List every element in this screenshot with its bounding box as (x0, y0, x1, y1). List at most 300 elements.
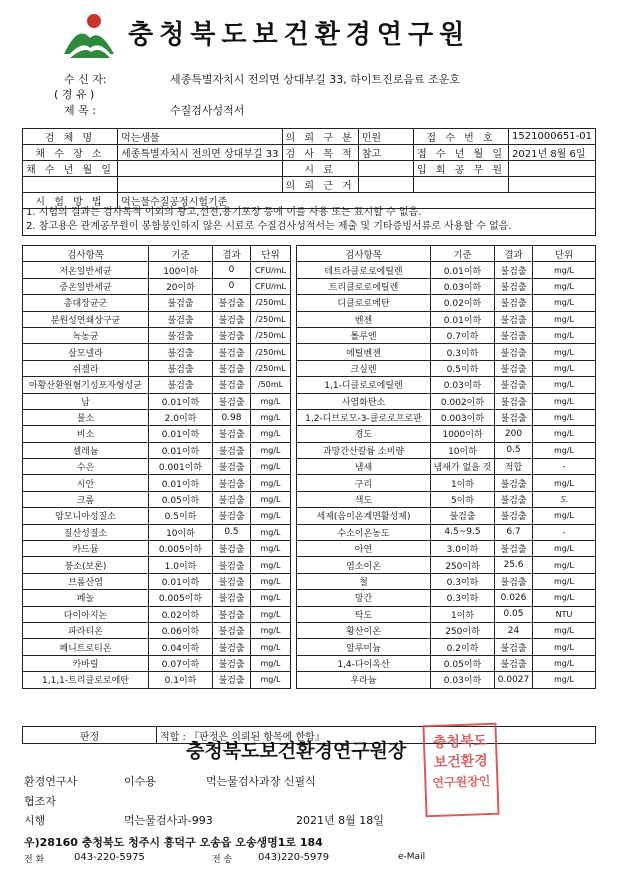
item-standard: 0.7이하 (431, 327, 495, 343)
item-standard: 불검출 (149, 327, 213, 343)
sample-date-label: 채 수 년 월 일 (23, 161, 118, 177)
item-standard: 0.002이하 (431, 393, 495, 409)
item-standard: 250이하 (431, 557, 495, 573)
sample-date-value (118, 161, 283, 177)
item-result: 불검출 (213, 377, 251, 393)
table-row (23, 278, 596, 294)
item-result: 불검출 (213, 295, 251, 311)
item-name: 1,1,1-트리클로로에탄 (23, 672, 149, 688)
item-result: 200 (495, 426, 533, 442)
researcher-name: 이수용 (124, 775, 156, 788)
sample-label: 검 체 명 (23, 129, 118, 145)
recipient-label: 수 신 자: (64, 73, 107, 86)
item-standard: 0.5이하 (431, 360, 495, 376)
item-name: 카드뮴 (23, 541, 149, 557)
item-name: 1,1-디클로로에틸렌 (297, 377, 431, 393)
item-name: 과망간산칼륨 소비량 (297, 442, 431, 458)
table-row (23, 491, 596, 507)
item-standard: 0.01이하 (431, 311, 495, 327)
item-unit: mg/L (251, 541, 291, 557)
item-name: 1,4-다이옥산 (297, 655, 431, 671)
item-standard: 0.1이하 (149, 672, 213, 688)
item-result: 0.0027 (495, 672, 533, 688)
blank-label (23, 177, 118, 193)
item-unit: mg/L (251, 459, 291, 475)
doc-date: 2021년 8월 18일 (296, 814, 384, 827)
item-standard: 0.003이하 (431, 409, 495, 425)
item-name: 벤젠 (297, 311, 431, 327)
item-unit: mg/L (533, 311, 596, 327)
item-standard: 불검출 (149, 295, 213, 311)
reason-label: 시 료 (282, 161, 358, 177)
item-unit: 도 (533, 491, 596, 507)
item-name: 탁도 (297, 606, 431, 622)
item-unit: /250mL (251, 360, 291, 376)
item-standard: 10이하 (431, 442, 495, 458)
purpose-value: 참고 (358, 145, 413, 161)
seal-line-2: 보건환경 (433, 753, 489, 771)
footer-org-name: 충청북도보건환경연구원장 (186, 740, 407, 762)
method-label: 시 험 방 법 (23, 193, 118, 209)
item-unit: CFU/mL (251, 262, 291, 278)
table-row (23, 360, 596, 376)
sample-loc-label: 채 수 장 소 (23, 145, 118, 161)
item-standard: 0.01이하 (431, 262, 495, 278)
item-standard: 0.3이하 (431, 590, 495, 606)
item-unit: mg/L (533, 639, 596, 655)
item-result: 적합 (495, 459, 533, 475)
table-row (23, 409, 596, 425)
item-unit: mg/L (533, 262, 596, 278)
item-result: 불검출 (495, 409, 533, 425)
column-header: 단위 (251, 246, 291, 262)
receipt-date-label: 접 수 년 월 일 (414, 145, 509, 161)
table-row (23, 573, 596, 589)
table-row (23, 639, 596, 655)
item-name: 에틸벤젠 (297, 344, 431, 360)
item-name: 알루미늄 (297, 639, 431, 655)
item-result: 불검출 (213, 426, 251, 442)
item-result: 6.7 (495, 524, 533, 540)
item-standard: 0.01이하 (149, 426, 213, 442)
column-header: 기준 (149, 246, 213, 262)
item-standard: 0.001이하 (149, 459, 213, 475)
phone: 043-220-5975 (74, 852, 145, 863)
item-unit: mg/L (533, 508, 596, 524)
judgement-value: 적합 : 『판정은 의뢰된 항목에 한함』 (157, 727, 596, 744)
item-unit: /250mL (251, 311, 291, 327)
blank-value-2 (509, 177, 596, 193)
item-standard: 4.5~9.5 (431, 524, 495, 540)
item-standard: 0.3이하 (431, 344, 495, 360)
item-standard: 0.3이하 (431, 573, 495, 589)
item-result: 불검출 (495, 393, 533, 409)
item-name: 망간 (297, 590, 431, 606)
item-result: 불검출 (213, 442, 251, 458)
item-standard: 0.04이하 (149, 639, 213, 655)
researcher-label: 환경연구사 (24, 775, 78, 788)
item-name: 황산이온 (297, 622, 431, 638)
item-standard: 0.07이하 (149, 655, 213, 671)
item-standard: 5이하 (431, 491, 495, 507)
item-name: 페니트로티온 (23, 639, 149, 655)
official-seal (422, 723, 499, 818)
item-result: 불검출 (495, 541, 533, 557)
item-standard: 불검출 (149, 311, 213, 327)
item-standard: 10이하 (149, 524, 213, 540)
item-result: 불검출 (495, 295, 533, 311)
item-result: 0.026 (495, 590, 533, 606)
item-name: 사염화탄소 (297, 393, 431, 409)
notes-box (22, 205, 596, 236)
item-unit: mg/L (251, 622, 291, 638)
item-unit: mg/L (533, 377, 596, 393)
item-standard: 0.05이하 (431, 655, 495, 671)
org-logo-icon (60, 10, 116, 60)
witness-value (509, 161, 596, 177)
column-header: 검사항목 (23, 246, 149, 262)
item-standard: 0.005이하 (149, 590, 213, 606)
item-standard: 불검출 (149, 377, 213, 393)
item-standard: 0.02이하 (149, 606, 213, 622)
item-unit: mg/L (533, 557, 596, 573)
item-name: 쉬겔라 (23, 360, 149, 376)
item-name: 총대장균군 (23, 295, 149, 311)
item-standard: 불검출 (431, 508, 495, 524)
item-unit: mg/L (533, 344, 596, 360)
table-row (23, 524, 596, 540)
item-standard: 0.005이하 (149, 541, 213, 557)
item-name: 다이아지논 (23, 606, 149, 622)
table-row (23, 311, 596, 327)
via-label: ( 경 유 ) (54, 88, 95, 101)
item-unit: mg/L (251, 393, 291, 409)
manager: 먹는물검사과장 신필식 (206, 775, 316, 788)
item-result: 불검출 (213, 475, 251, 491)
item-result: 불검출 (495, 655, 533, 671)
item-name: 우라늄 (297, 672, 431, 688)
email-label: e-Mail (398, 852, 426, 862)
doc-no: 먹는물검사과-993 (124, 814, 213, 827)
item-unit: mg/L (533, 573, 596, 589)
item-standard: 0.01이하 (149, 573, 213, 589)
item-unit: mg/L (251, 590, 291, 606)
column-header: 단위 (533, 246, 596, 262)
results-header-row (23, 246, 596, 262)
item-result: 불검출 (213, 672, 251, 688)
item-result: 불검출 (495, 508, 533, 524)
item-result: 불검출 (495, 491, 533, 507)
item-unit: mg/L (533, 393, 596, 409)
table-row (23, 655, 596, 671)
item-result: 불검출 (213, 541, 251, 557)
item-result: 불검출 (213, 606, 251, 622)
item-result: 불검출 (213, 344, 251, 360)
item-unit: mg/L (533, 360, 596, 376)
item-unit: mg/L (251, 606, 291, 622)
item-result: 불검출 (213, 491, 251, 507)
item-unit: mg/L (533, 622, 596, 638)
table-row (23, 442, 596, 458)
item-name: 비소 (23, 426, 149, 442)
item-unit: - (533, 459, 596, 475)
requester-label: 의 뢰 구 분 (282, 129, 358, 145)
item-standard: 0.03이하 (431, 278, 495, 294)
note-1: 1. 시험의 결과는 검사목적 이외의 광고,선전,용기포장 등에 이를 사용 또는 표시할 수 없음. (26, 207, 422, 218)
org-title: 충청북도보건환경연구원 (128, 20, 471, 50)
item-name: 셀레늄 (23, 442, 149, 458)
item-name: 아연 (297, 541, 431, 557)
table-row (23, 262, 596, 278)
item-result: 불검출 (213, 508, 251, 524)
item-name: 톨루엔 (297, 327, 431, 343)
seal-line-3: 연구원장인 (432, 773, 491, 790)
table-row (23, 459, 596, 475)
column-header: 결과 (495, 246, 533, 262)
item-name: 붕소(보론) (23, 557, 149, 573)
item-standard: 2.0이하 (149, 409, 213, 425)
item-unit: mg/L (533, 475, 596, 491)
fax: 043)220-5979 (258, 852, 330, 863)
basis-label: 의 뢰 근 거 (282, 177, 358, 193)
blank-label-2 (414, 177, 509, 193)
item-result: 불검출 (213, 360, 251, 376)
item-unit: mg/L (251, 672, 291, 688)
item-name: 냄새 (297, 459, 431, 475)
item-result: 불검출 (495, 573, 533, 589)
item-standard: 0.01이하 (149, 475, 213, 491)
recipient-value: 세종특별자치시 전의면 상대부길 33, 하이트진로음료 조운호 (170, 73, 460, 86)
item-unit: mg/L (251, 426, 291, 442)
item-name: 녹농균 (23, 327, 149, 343)
item-standard: 3.0이하 (431, 541, 495, 557)
item-unit: /250mL (251, 344, 291, 360)
item-name: 질산성질소 (23, 524, 149, 540)
item-unit: mg/L (251, 557, 291, 573)
item-unit: mg/L (533, 655, 596, 671)
item-standard: 1.0이하 (149, 557, 213, 573)
item-name: 수소이온농도 (297, 524, 431, 540)
item-name: 수은 (23, 459, 149, 475)
item-result: 불검출 (495, 344, 533, 360)
column-header: 기준 (431, 246, 495, 262)
item-standard: 0.05이하 (149, 491, 213, 507)
item-result: 25.6 (495, 557, 533, 573)
item-name: 트리클로로에틸렌 (297, 278, 431, 294)
item-result: 불검출 (495, 327, 533, 343)
item-result: 0.05 (495, 606, 533, 622)
item-name: 브롬산염 (23, 573, 149, 589)
item-unit: mg/L (533, 278, 596, 294)
purpose-label: 검 사 목 적 (282, 145, 358, 161)
item-result: 불검출 (213, 327, 251, 343)
item-name: 색도 (297, 491, 431, 507)
item-result: 불검출 (495, 311, 533, 327)
item-unit: mg/L (251, 491, 291, 507)
table-row (23, 557, 596, 573)
item-name: 분원성연쇄상구균 (23, 311, 149, 327)
item-standard: 불검출 (149, 360, 213, 376)
item-name: 아황산환원혐기성포자형성균 (23, 377, 149, 393)
item-result: 불검출 (213, 639, 251, 655)
table-row (23, 344, 596, 360)
item-standard: 0.03이하 (431, 672, 495, 688)
item-standard: 1이하 (431, 475, 495, 491)
item-name: 테트라클로로에틸렌 (297, 262, 431, 278)
item-unit: /250mL (251, 295, 291, 311)
subject-value: 수질검사성적서 (170, 104, 245, 117)
table-row (23, 426, 596, 442)
item-unit: mg/L (533, 426, 596, 442)
item-name: 디클로로메탄 (297, 295, 431, 311)
item-standard: 0.01이하 (149, 393, 213, 409)
table-row (23, 295, 596, 311)
item-name: 납 (23, 393, 149, 409)
item-result: 불검출 (213, 459, 251, 475)
item-unit: mg/L (251, 573, 291, 589)
reason-value (358, 161, 413, 177)
phone-label: 전 화 (24, 855, 45, 865)
sample-loc-value: 세종특별자치시 전의면 상대부길 33 (118, 145, 283, 161)
item-name: 경도 (297, 426, 431, 442)
table-row (23, 590, 596, 606)
item-result: 0 (213, 262, 251, 278)
item-result: 0.5 (495, 442, 533, 458)
item-name: 중온일반세균 (23, 278, 149, 294)
item-result: 불검출 (213, 622, 251, 638)
item-result: 불검출 (213, 655, 251, 671)
item-name: 염소이온 (297, 557, 431, 573)
item-unit: mg/L (251, 524, 291, 540)
item-result: 불검출 (213, 557, 251, 573)
item-result: 불검출 (495, 278, 533, 294)
sample-value: 먹는샘물 (118, 129, 283, 145)
item-unit: mg/L (251, 639, 291, 655)
item-unit: mg/L (533, 672, 596, 688)
item-unit: mg/L (251, 409, 291, 425)
item-result: 불검출 (495, 360, 533, 376)
item-result: 24 (495, 622, 533, 638)
item-name: 저온일반세균 (23, 262, 149, 278)
item-name: 살모넬라 (23, 344, 149, 360)
item-result: 0 (213, 278, 251, 294)
seal-line-1: 충청북도 (432, 733, 488, 751)
table-row (23, 327, 596, 343)
item-result: 불검출 (495, 262, 533, 278)
item-standard: 불검출 (149, 344, 213, 360)
item-standard: 0.01이하 (149, 442, 213, 458)
item-name: 세제(음이온계면활성제) (297, 508, 431, 524)
table-row (23, 475, 596, 491)
table-row (23, 672, 596, 688)
requester-value: 민원 (358, 129, 413, 145)
table-row (23, 508, 596, 524)
item-name: 파라티온 (23, 622, 149, 638)
receipt-date-value: 2021년 8월 6일 (509, 145, 596, 161)
item-result: 0.5 (213, 524, 251, 540)
item-name: 카바릴 (23, 655, 149, 671)
item-standard: 0.2이하 (431, 639, 495, 655)
note-2: 2. 참고용은 관계공무원이 봉함봉인하지 않은 시료로 수질검사성적서는 제출 및 기타증빙서류로 사용할 수 없음. (26, 221, 512, 232)
receipt-no-value: 1521000651-01 (509, 129, 596, 145)
cooperator-label: 협조자 (24, 795, 56, 808)
item-name: 암모니아성질소 (23, 508, 149, 524)
item-standard: 1000이하 (431, 426, 495, 442)
item-name: 크실렌 (297, 360, 431, 376)
item-standard: 100이하 (149, 262, 213, 278)
item-result: 0.98 (213, 409, 251, 425)
item-unit: mg/L (533, 442, 596, 458)
item-name: 철 (297, 573, 431, 589)
table-row (23, 377, 596, 393)
item-name: 시안 (23, 475, 149, 491)
column-header: 검사항목 (297, 246, 431, 262)
subject-label: 제 목 : (64, 104, 96, 117)
item-result: 불검출 (213, 393, 251, 409)
item-result: 불검출 (213, 311, 251, 327)
item-unit: mg/L (251, 508, 291, 524)
item-unit: mg/L (251, 442, 291, 458)
item-unit: mg/L (533, 295, 596, 311)
item-standard: 냄새가 없을 것 (431, 459, 495, 475)
table-row (23, 393, 596, 409)
item-unit: - (533, 524, 596, 540)
item-name: 페놀 (23, 590, 149, 606)
item-result: 불검출 (495, 639, 533, 655)
item-standard: 0.02이하 (431, 295, 495, 311)
table-row (23, 622, 596, 638)
item-unit: NTU (533, 606, 596, 622)
item-unit: mg/L (251, 655, 291, 671)
item-unit: mg/L (533, 327, 596, 343)
item-name: 구리 (297, 475, 431, 491)
fax-label: 전 송 (212, 855, 233, 865)
item-unit: mg/L (533, 409, 596, 425)
results-table (22, 245, 596, 689)
item-unit: /250mL (251, 327, 291, 343)
execution-label: 시행 (24, 814, 46, 827)
item-result: 불검출 (213, 573, 251, 589)
basis-value (358, 177, 413, 193)
item-unit: mg/L (533, 590, 596, 606)
item-result: 불검출 (495, 475, 533, 491)
item-unit: mg/L (251, 475, 291, 491)
item-standard: 0.5이하 (149, 508, 213, 524)
info-table (22, 128, 596, 209)
witness-label: 입 회 공 무 원 (414, 161, 509, 177)
item-standard: 250이하 (431, 622, 495, 638)
item-unit: CFU/mL (251, 278, 291, 294)
judgement-label: 판정 (23, 727, 157, 744)
blank-value (118, 177, 283, 193)
item-result: 불검출 (213, 590, 251, 606)
address: 우)28160 충청북도 청주시 흥덕구 오송읍 오송생명1로 184 (24, 836, 323, 849)
receipt-no-label: 접 수 번 호 (414, 129, 509, 145)
table-row (23, 606, 596, 622)
method-value: 먹는물수질공정시험기준 (118, 193, 596, 209)
table-row (23, 541, 596, 557)
item-unit: /50mL (251, 377, 291, 393)
column-header: 결과 (213, 246, 251, 262)
item-standard: 1이하 (431, 606, 495, 622)
item-unit: mg/L (533, 541, 596, 557)
item-name: 크롬 (23, 491, 149, 507)
item-standard: 0.03이하 (431, 377, 495, 393)
item-name: 1,2-디브로모-3-클로로프로판 (297, 409, 431, 425)
item-standard: 20이하 (149, 278, 213, 294)
item-name: 불소 (23, 409, 149, 425)
item-result: 불검출 (495, 377, 533, 393)
